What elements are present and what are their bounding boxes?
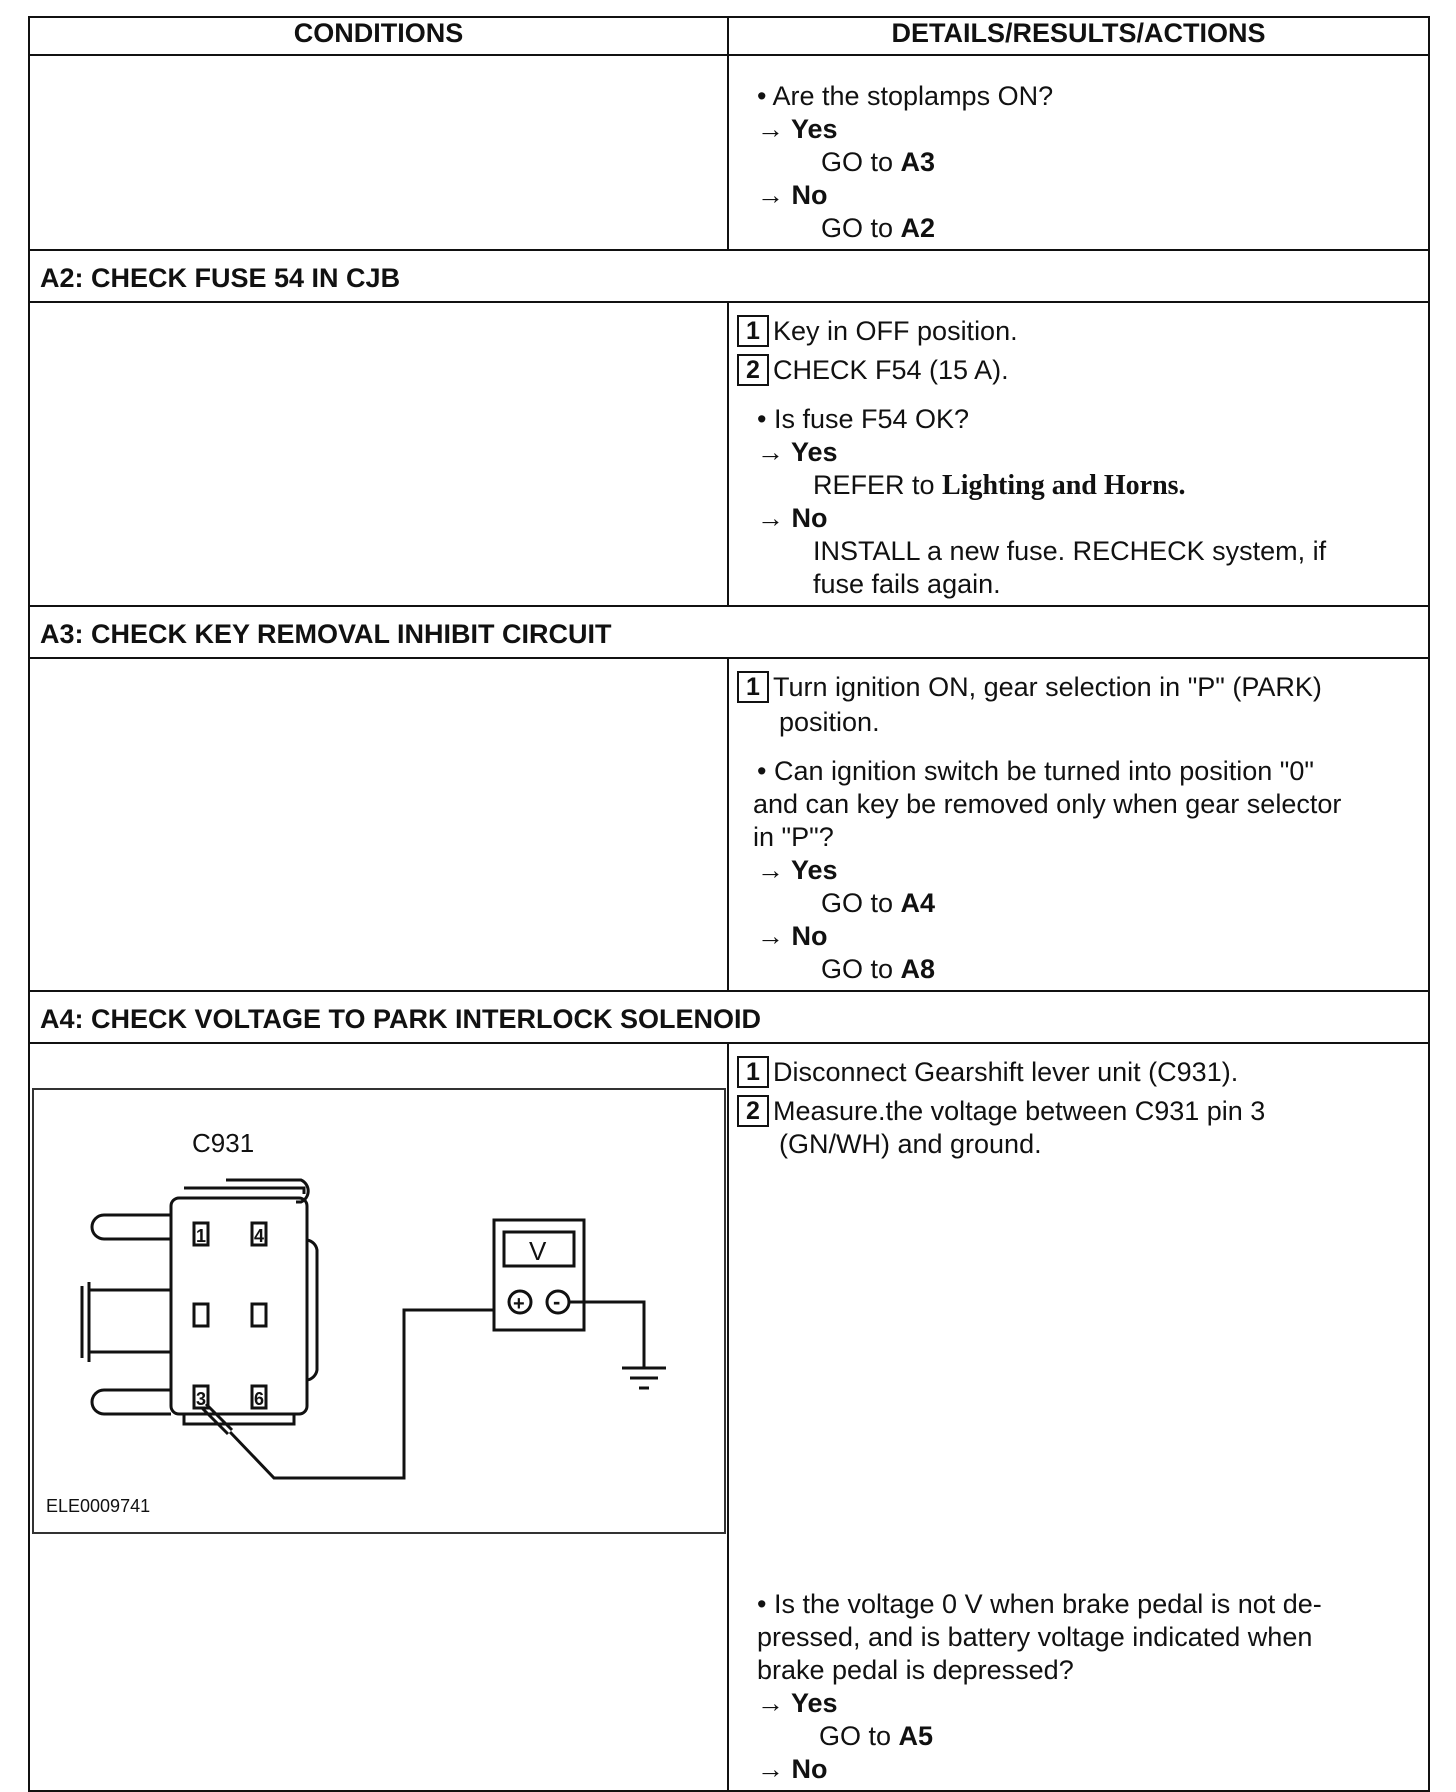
a3-details-cell (728, 658, 1429, 991)
meter-label: V (529, 1236, 547, 1266)
a2-title: A2: CHECK FUSE 54 IN CJB (29, 250, 1429, 302)
a1-no-target-link[interactable]: A2 (900, 213, 936, 243)
a1-yes-action: GO to A3 (821, 147, 936, 177)
details-header: DETAILS/RESULTS/ACTIONS (728, 17, 1429, 55)
a1-yes: → Yes (757, 114, 838, 144)
a1-details-cell (728, 55, 1429, 250)
pin-6-label: 6 (254, 1389, 265, 1409)
a2-question: • Is fuse F54 OK? (757, 404, 970, 434)
pin-4-label: 4 (254, 1226, 265, 1246)
a2-conditions-cell (29, 302, 728, 606)
a3-question: • Can ignition switch be turned into position "0" and can key be removed only when gear selector in "P"? (753, 756, 1342, 852)
a4-yes-action: GO to A5 (819, 1721, 934, 1751)
connector-label: C931 (192, 1128, 255, 1158)
a2-details-cell (728, 302, 1429, 606)
a2-step-2: 2 CHECK F54 (15 A). (737, 354, 1418, 387)
diagnostic-table-page (28, 16, 1428, 1792)
a3-section-header (29, 606, 1429, 658)
a1-yes-target-link[interactable]: A3 (900, 147, 936, 177)
meter-minus: - (553, 1289, 561, 1314)
a3-title: A3: CHECK KEY REMOVAL INHIBIT CIRCUIT (29, 606, 1429, 658)
lighting-and-horns-link[interactable]: Lighting and Horns. (942, 470, 1186, 501)
step-number-box: 1 (737, 1056, 769, 1088)
step-number-box: 1 (737, 315, 769, 347)
a4-section-header (29, 991, 1429, 1043)
step-number-box: 2 (737, 1095, 769, 1127)
header-row (29, 17, 1429, 55)
a4-row (29, 1043, 1429, 1791)
a4-step-2-continued: (GN/WH) and ground. (779, 1129, 1042, 1159)
a3-step-1: 1 Turn ignition ON, gear selection in "P" (PARK) (737, 671, 1418, 704)
a3-row (29, 658, 1429, 991)
pin-1-label: 1 (196, 1226, 207, 1246)
a2-row (29, 302, 1429, 606)
a1-no: → No (757, 180, 828, 210)
step-number-box: 1 (737, 671, 769, 703)
a4-question: • Is the voltage 0 V when brake pedal is not de- pressed, and is battery voltage indicated when brake pedal is depressed? (757, 1589, 1322, 1685)
a4-result-block (757, 1584, 1322, 1786)
a2-yes: → Yes (757, 437, 838, 467)
meter-plus: + (513, 1293, 525, 1315)
a4-no: → No (757, 1754, 828, 1784)
a1-continuation-row (29, 55, 1429, 250)
a2-no-action: INSTALL a new fuse. RECHECK system, if fuse fails again. (813, 536, 1327, 599)
a2-step-1: 1 Key in OFF position. (737, 315, 1418, 348)
a2-section-header (29, 250, 1429, 302)
a4-step-2: 2 Measure.the voltage between C931 pin 3 (737, 1095, 1418, 1128)
probe-icon (202, 1310, 494, 1478)
connector-diagram (32, 1088, 726, 1534)
a4-title: A4: CHECK VOLTAGE TO PARK INTERLOCK SOLENOID (29, 991, 1429, 1043)
a4-step-1: 1 Disconnect Gearshift lever unit (C931). (737, 1056, 1418, 1089)
a3-no: → No (757, 921, 828, 951)
figure-id: ELE0009741 (46, 1496, 151, 1516)
a3-conditions-cell (29, 658, 728, 991)
conditions-header: CONDITIONS (29, 17, 728, 55)
a1-conditions-cell (29, 55, 728, 250)
a3-no-action: GO to A8 (821, 954, 936, 984)
a3-yes-target-link[interactable]: A4 (900, 888, 936, 918)
c931-measurement-diagram (34, 1090, 724, 1532)
a4-conditions-cell (29, 1043, 728, 1791)
a3-step-1-continued: position. (779, 707, 880, 737)
pin-3-label: 3 (196, 1389, 207, 1409)
a2-yes-action: REFER to Lighting and Horns. (813, 470, 1186, 501)
a1-no-action: GO to A2 (821, 213, 936, 243)
connector-pins-icon (194, 1223, 266, 1408)
a3-yes: → Yes (757, 855, 838, 885)
a4-yes: → Yes (757, 1688, 838, 1718)
a4-yes-target-link[interactable]: A5 (898, 1721, 934, 1751)
a3-no-target-link[interactable]: A8 (900, 954, 936, 984)
a1-question: • Are the stoplamps ON? (757, 81, 1054, 111)
diagnostic-table (28, 16, 1430, 1792)
a4-details-cell (728, 1043, 1429, 1791)
step-number-box: 2 (737, 354, 769, 386)
a2-no: → No (757, 503, 828, 533)
a3-yes-action: GO to A4 (821, 888, 936, 918)
